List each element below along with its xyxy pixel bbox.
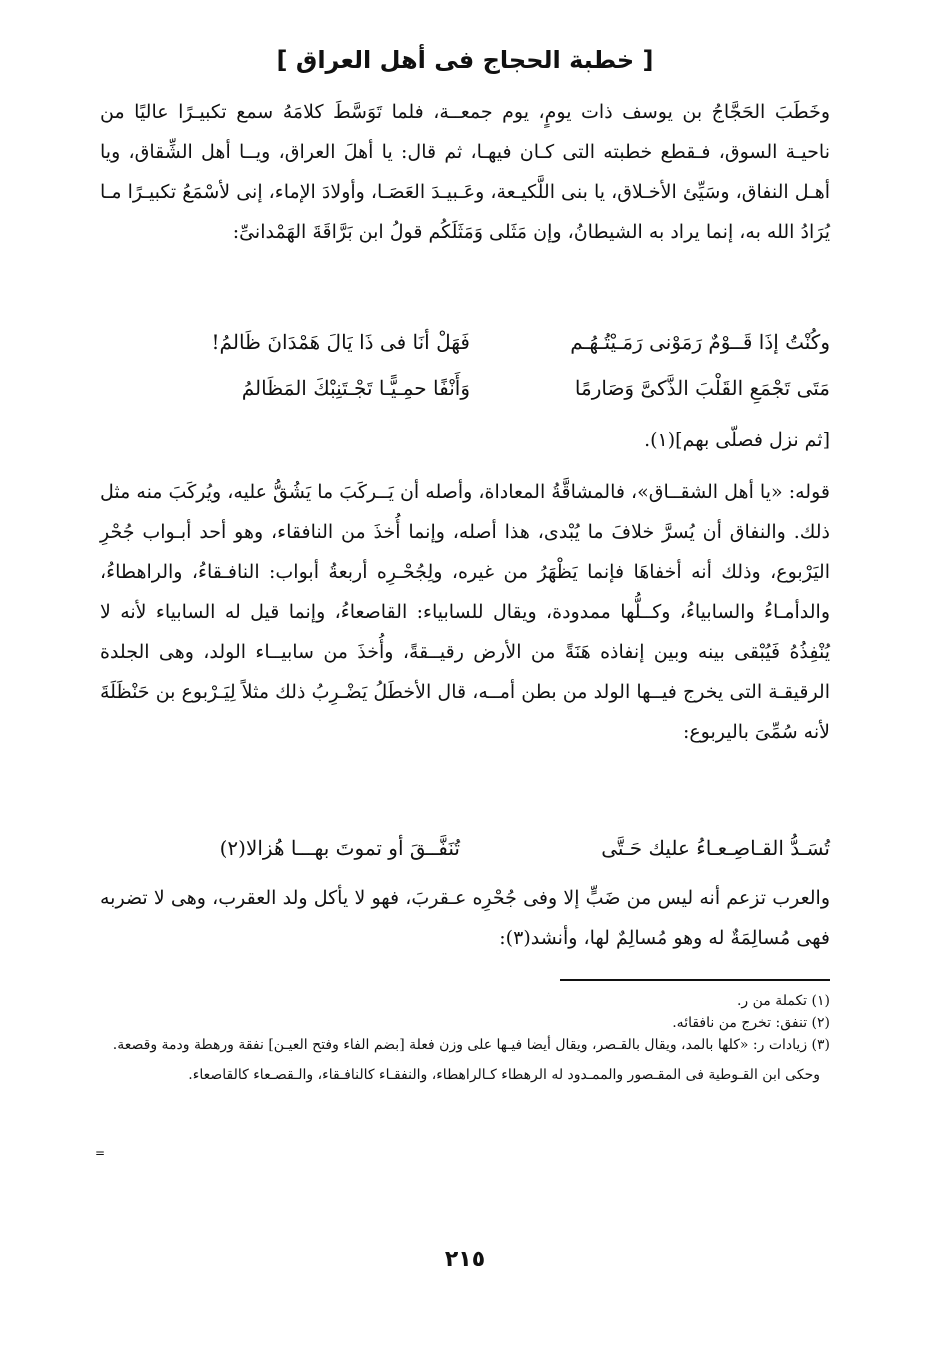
paragraph-commentary: قوله: «يا أهل الشقــاق»، فالمشاقَّةُ المعاداة، وأصله أن يَــركَبَ ما يَشُقُّ عليه، ويُركَبَ منه مثل ذلك. والنفاق أن يُسرَّ خلافَ ما يُبْدى، هذا أصله، وإنما أُخذَ من النافقاء، وهو أحد أبـواب جُحْرِ اليَرْبوع، وذلك أنه أخفاهَا فإنما يَظْهَرُ من غيره، ولِجُحْـرِه أربعةُ أبواب: النافـقاءُ، والراهطاءُ، والدأمـاءُ والسابياءُ، وكــلُّها ممدودة، ويقال للسابياء: القاصعاءُ، وإنما قيل له السابياء لأنه لا يُنْفِذُهُ فَيُبْقى بينه وبين إنفاذه هَنَةً من الأرض رقيــقةً، وأُخذَ من سابيــاء الولد، وهى الجلدة الرقيقـة التى يخرج فيــها الولد من بطن أمــه، قال الأخطَلُ يَضْـرِبُ ذلك مثلاً لِيَـرْبوع بن حَنْظَلَةَ لأنه سُمِّىَ باليربوع: xyxy=(100,481,830,743)
verse-1-first-hemistich: وكُنْتُ إذَا قَــوْمٌ رَمَوْنى رَمَـيْتُـهُـم xyxy=(570,330,830,354)
page-number: ٢١٥ xyxy=(444,1247,486,1272)
verse-3-first-hemistich: تُسَـدُّ القـاصِـعـاءُ عليك حَـتَّى xyxy=(601,836,830,860)
running-head: [ خطبة الحجاج فى أهل العراق ] xyxy=(276,46,654,74)
verse-2-first-hemistich: مَتَى تَجْمَعِ القَلْبَ الذَّكىَّ وَصَارمًا xyxy=(574,376,830,400)
verse-line-2 xyxy=(100,366,830,410)
verse-2-second-hemistich: وَأَنْفًا حمِـيًّـا تَجْـتَنِبْكَ المَظَالمُ xyxy=(241,376,470,400)
footnotes xyxy=(100,990,830,1086)
verse-line-1 xyxy=(100,320,830,364)
bracketed-addition: [ثم نزل فصلّى بهم](١). xyxy=(644,429,830,451)
footnote-3: (٣) زيادات ر: «كلها بالمد، ويقال بالقـصر، ويقال أيضا فيـها على وزن فعلة [بضم الفاء وفتح العيـن] نفقة ورهطة ودمة وقصعة. xyxy=(112,1037,830,1053)
footnote-3-continuation: وحكى ابن القـوطية فى المقـصور والممـدود له الرهطاء كـالراهطاء، والنفقـاء كالنافـقاء، والـقصـعاء كالقاصعاء. xyxy=(188,1067,820,1083)
footnote-1: (١) تكملة من ر. xyxy=(736,993,830,1009)
paragraph-sermon: وخَطَبَ الحَجَّاجُ بن يوسف ذات يومٍ، يوم جمعــة، فلما تَوَسَّطَ كلامَهُ سمع تكبيـرًا عاليًا من ناحيـة السوق، فـقطع خطبته التى كـان فيهـا، ثم قال: يا أهلَ العراق، ويــا أهل الشِّقاق، ويا أهـل النفاق، وسَيِّئ الأخـلاق، يا بنى اللَّكيـعة، وعَـبيـدَ العَصَـا، وأولادَ الإماء، إنى لأسْمَعُ تكبيـرًا مـا يُرَادُ الله به، إنما يراد به الشيطانُ، وإن مَثَلى وَمَثَلَكُم قولُ ابن بَرَّاقَةَ الهَمْدانىِّ: xyxy=(100,101,830,243)
verse-1-second-hemistich: فَهَلْ أنَا فى ذَا يَالَ هَمْدَانَ ظَالمُ! xyxy=(211,330,470,354)
verse-line-3 xyxy=(100,826,830,870)
footnote-2: (٢) تنفق: تخرج من نافقائه. xyxy=(672,1015,830,1031)
continuation-mark: = xyxy=(95,1146,106,1160)
footnote-separator xyxy=(560,979,830,981)
paragraph-arabs: والعرب تزعم أنه ليس من ضَبٍّ إلا وفى جُحْرِه عـقربَ، فهو لا يأكل ولد العقرب، وهى لا تضربه فهى مُسالِمَةٌ له وهو مُسالِمٌ لها، وأنشد(٣): xyxy=(100,887,830,949)
verse-3-second-hemistich: تُنَفَّــقَ أو تموتَ بهـــا هُزالا(٢) xyxy=(219,836,460,860)
